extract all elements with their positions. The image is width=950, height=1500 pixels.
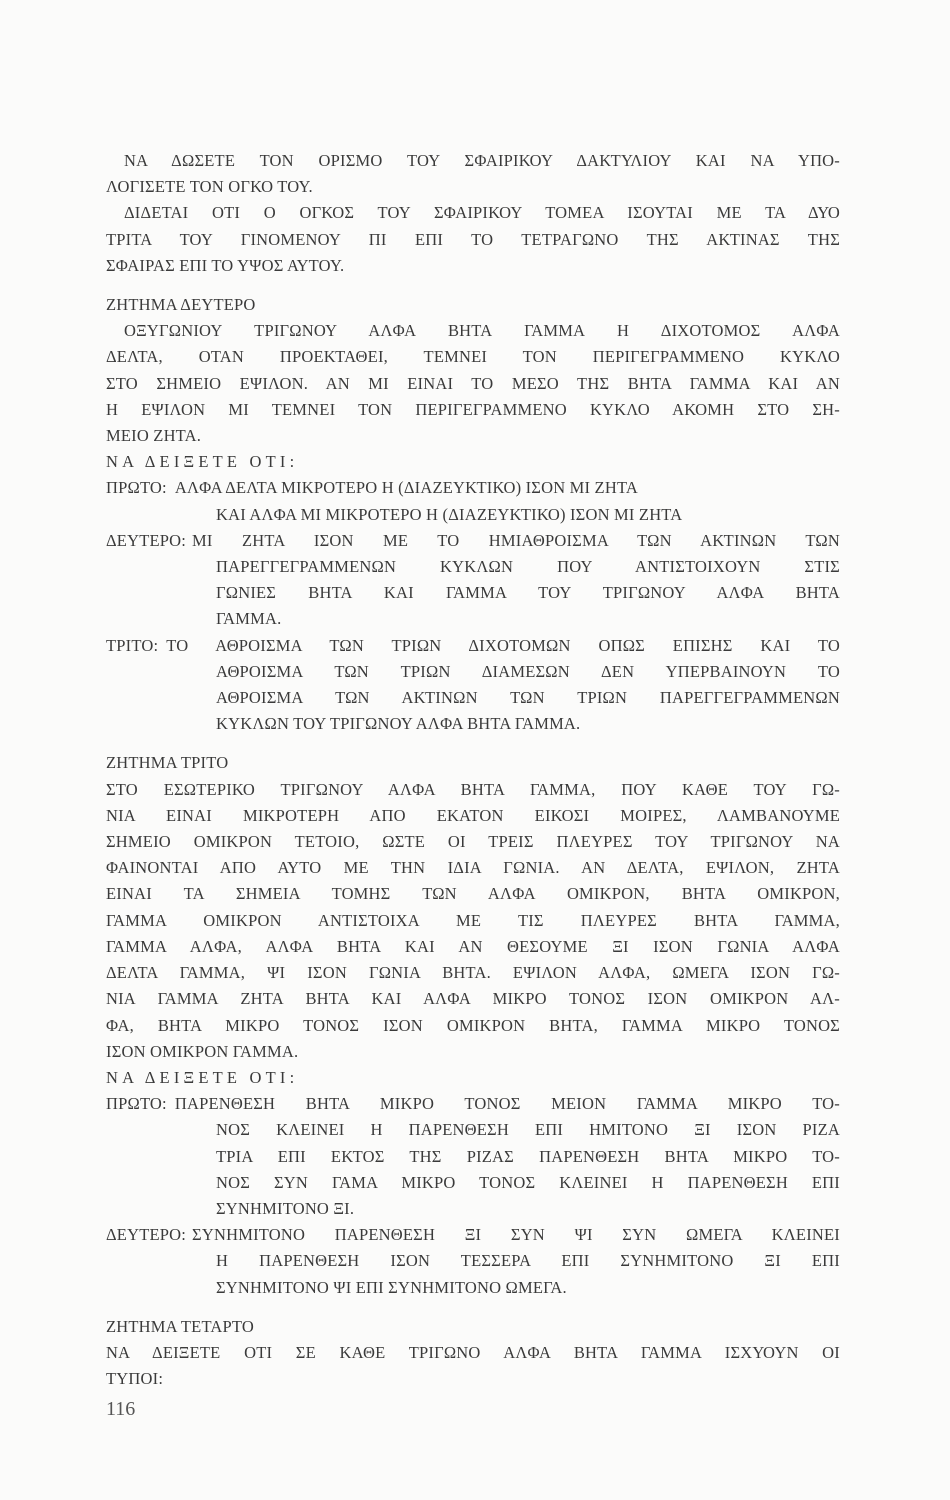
section-heading: ΖΗΤΗΜΑ ΤΕΤΑΡΤΟ (106, 1316, 254, 1336)
text-line: ΚΑΙ ΑΛΦΑ ΜΙ ΜΙΚΡΟΤΕΡΟ Η (ΔΙΑΖΕΥΚΤΙΚΟ) ΙΣΟΝ ΜΙ ΖΗΤΑ (216, 504, 683, 524)
text-line: Η ΕΨΙΛΟΝ ΜΙ ΤΕΜΝΕΙ ΤΟΝ ΠΕΡΙΓΕΓΡΑΜΜΕΝΟ ΚΥΚΛΟ ΑΚΟΜΗ ΣΤΟ ΣΗ- (106, 399, 840, 419)
item-label: ΠΡΩΤΟ: (106, 1094, 167, 1114)
section-heading: ΖΗΤΗΜΑ ΤΡΙΤΟ (106, 753, 229, 773)
text-line: ΔΙΔΕΤΑΙ ΟΤΙ Ο ΟΓΚΟΣ ΤΟΥ ΣΦΑΙΡΙΚΟΥ ΤΟΜΕΑ ΙΣΟΥΤΑΙ ΜΕ ΤΑ ΔΥΟ (124, 203, 840, 223)
text-line: ΤΡΙΤΑ ΤΟΥ ΓΙΝΟΜΕΝΟΥ ΠΙ ΕΠΙ ΤΟ ΤΕΤΡΑΓΩΝΟ ΤΗΣ ΑΚΤΙΝΑΣ ΤΗΣ (106, 229, 840, 249)
text-line: ΣΥΝΗΜΙΤΟΝΟ ΠΑΡΕΝΘΕΣΗ ΞΙ ΣΥΝ ΨΙ ΣΥΝ ΩΜΕΓΑ ΚΛΕΙΝΕΙ (192, 1225, 840, 1245)
text-line: ΜΙ ΖΗΤΑ ΙΣΟΝ ΜΕ ΤΟ ΗΜΙΑΘΡΟΙΣΜΑ ΤΩΝ ΑΚΤΙΝΩΝ ΤΩΝ (192, 530, 840, 550)
text-line: ΦΑ, ΒΗΤΑ ΜΙΚΡΟ ΤΟΝΟΣ ΙΣΟΝ ΟΜΙΚΡΟΝ ΒΗΤΑ, ΓΑΜΜΑ ΜΙΚΡΟ ΤΟΝΟΣ (106, 1015, 840, 1035)
text-line: ΕΙΝΑΙ ΤΑ ΣΗΜΕΙΑ ΤΟΜΗΣ ΤΩΝ ΑΛΦΑ ΟΜΙΚΡΟΝ, ΒΗΤΑ ΟΜΙΚΡΟΝ, (106, 884, 840, 904)
text-line: ΓΩΝΙΕΣ ΒΗΤΑ ΚΑΙ ΓΑΜΜΑ ΤΟΥ ΤΡΙΓΩΝΟΥ ΑΛΦΑ ΒΗΤΑ (216, 583, 840, 603)
page-number: 116 (106, 1398, 136, 1420)
text-line: ΔΕΛΤΑ ΓΑΜΜΑ, ΨΙ ΙΣΟΝ ΓΩΝΙΑ ΒΗΤΑ. ΕΨΙΛΟΝ ΑΛΦΑ, ΩΜΕΓΑ ΙΣΟΝ ΓΩ- (106, 963, 840, 983)
text-line: ΝΑ ΔΩΣΕΤΕ ΤΟΝ ΟΡΙΣΜΟ ΤΟΥ ΣΦΑΙΡΙΚΟΥ ΔΑΚΤΥΛΙΟΥ ΚΑΙ ΝΑ ΥΠΟ- (124, 151, 840, 170)
text-line: ΦΑΙΝΟΝΤΑΙ ΑΠΟ ΑΥΤΟ ΜΕ ΤΗΝ ΙΔΙΑ ΓΩΝΙΑ. ΑΝ ΔΕΛΤΑ, ΕΨΙΛΟΝ, ΖΗΤΑ (106, 858, 840, 878)
text-line: ΟΞΥΓΩΝΙΟΥ ΤΡΙΓΩΝΟΥ ΑΛΦΑ ΒΗΤΑ ΓΑΜΜΑ Η ΔΙΧΟΤΟΜΟΣ ΑΛΦΑ (124, 321, 840, 341)
text-line: ΓΑΜΜΑ. (216, 609, 282, 629)
text-line: Η ΠΑΡΕΝΘΕΣΗ ΙΣΟΝ ΤΕΣΣΕΡΑ ΕΠΙ ΣΥΝΗΜΙΤΟΝΟ ΞΙ ΕΠΙ (216, 1251, 840, 1271)
list-item (106, 633, 840, 659)
text-line: ΝΟΣ ΚΛΕΙΝΕΙ Η ΠΑΡΕΝΘΕΣΗ ΕΠΙ ΗΜΙΤΟΝΟ ΞΙ ΙΣΟΝ ΡΙΖΑ (216, 1120, 840, 1140)
text-line: ΤΟ ΑΘΡΟΙΣΜΑ ΤΩΝ ΤΡΙΩΝ ΔΙΧΟΤΟΜΩΝ ΟΠΩΣ ΕΠΙΣΗΣ ΚΑΙ ΤΟ (166, 635, 840, 655)
text-line: ΝΑ ΔΕΙΞΕΤΕ ΟΤΙ ΣΕ ΚΑΘΕ ΤΡΙΓΩΝΟ ΑΛΦΑ ΒΗΤΑ ΓΑΜΜΑ ΙΣΧΥΟΥΝ ΟΙ (106, 1342, 840, 1362)
text-line: ΙΣΟΝ ΟΜΙΚΡΟΝ ΓΑΜΜΑ. (106, 1041, 299, 1061)
text-line: ΝΟΣ ΣΥΝ ΓΑΜΑ ΜΙΚΡΟ ΤΟΝΟΣ ΚΛΕΙΝΕΙ Η ΠΑΡΕΝΘΕΣΗ ΕΠΙ (216, 1172, 840, 1192)
text-line: ΣΗΜΕΙΟ ΟΜΙΚΡΟΝ ΤΕΤΟΙΟ, ΩΣΤΕ ΟΙ ΤΡΕΙΣ ΠΛΕΥΡΕΣ ΤΟΥ ΤΡΙΓΩΝΟΥ ΝΑ (106, 832, 840, 852)
text-line: ΑΘΡΟΙΣΜΑ ΤΩΝ ΑΚΤΙΝΩΝ ΤΩΝ ΤΡΙΩΝ ΠΑΡΕΓΓΕΓΡΑΜΜΕΝΩΝ (216, 688, 840, 708)
list-item (106, 1091, 840, 1117)
text-line: ΚΥΚΛΩΝ ΤΟΥ ΤΡΙΓΩΝΟΥ ΑΛΦΑ ΒΗΤΑ ΓΑΜΜΑ. (216, 714, 581, 734)
text-line: ΑΛΦΑ ΔΕΛΤΑ ΜΙΚΡΟΤΕΡΟ Η (ΔΙΑΖΕΥΚΤΙΚΟ) ΙΣΟΝ ΜΙ ΖΗΤΑ (174, 478, 639, 498)
text-line: ΑΘΡΟΙΣΜΑ ΤΩΝ ΤΡΙΩΝ ΔΙΑΜΕΣΩΝ ΔΕΝ ΥΠΕΡΒΑΙΝΟΥΝ ΤΟ (216, 661, 840, 681)
item-label: ΤΡΙΤΟ: (106, 635, 159, 655)
instruction-heading: ΝΑ ΔΕΙΞΕΤΕ ΟΤΙ: (106, 452, 299, 472)
text-line: ΣΥΝΗΜΙΤΟΝΟ ΞΙ. (216, 1198, 355, 1218)
item-label: ΔΕΥΤΕΡΟ: (106, 530, 187, 550)
document-body (106, 148, 840, 1392)
text-line: ΣΦΑΙΡΑΣ ΕΠΙ ΤΟ ΥΨΟΣ ΑΥΤΟΥ. (106, 255, 345, 275)
text-line: ΣΤΟ ΣΗΜΕΙΟ ΕΨΙΛΟΝ. ΑΝ ΜΙ ΕΙΝΑΙ ΤΟ ΜΕΣΟ ΤΗΣ ΒΗΤΑ ΓΑΜΜΑ ΚΑΙ ΑΝ (106, 373, 840, 393)
text-line: ΤΡΙΑ ΕΠΙ ΕΚΤΟΣ ΤΗΣ ΡΙΖΑΣ ΠΑΡΕΝΘΕΣΗ ΒΗΤΑ ΜΙΚΡΟ ΤΟ- (216, 1146, 840, 1166)
text-line: ΔΕΛΤΑ, ΟΤΑΝ ΠΡΟΕΚΤΑΘΕΙ, ΤΕΜΝΕΙ ΤΟΝ ΠΕΡΙΓΕΓΡΑΜΜΕΝΟ ΚΥΚΛΟ (106, 347, 840, 367)
text-line: ΓΑΜΜΑ ΑΛΦΑ, ΑΛΦΑ ΒΗΤΑ ΚΑΙ ΑΝ ΘΕΣΟΥΜΕ ΞΙ ΙΣΟΝ ΓΩΝΙΑ ΑΛΦΑ (106, 936, 840, 956)
list-item (106, 1222, 840, 1248)
text-line: ΓΑΜΜΑ ΟΜΙΚΡΟΝ ΑΝΤΙΣΤΟΙΧΑ ΜΕ ΤΙΣ ΠΛΕΥΡΕΣ ΒΗΤΑ ΓΑΜΜΑ, (106, 910, 840, 930)
item-label: ΔΕΥΤΕΡΟ: (106, 1225, 187, 1245)
text-line: ΛΟΓΙΣΕΤΕ ΤΟΝ ΟΓΚΟ ΤΟΥ. (106, 177, 313, 197)
text-line: ΜΕΙΟ ΖΗΤΑ. (106, 426, 202, 446)
text-line: ΣΥΝΗΜΙΤΟΝΟ ΨΙ ΕΠΙ ΣΥΝΗΜΙΤΟΝΟ ΩΜΕΓΑ. (216, 1277, 567, 1297)
text-line: ΤΥΠΟΙ: (106, 1369, 164, 1389)
section-heading: ΖΗΤΗΜΑ ΔΕΥΤΕΡΟ (106, 295, 256, 315)
list-item (106, 528, 840, 554)
instruction-heading: ΝΑ ΔΕΙΞΕΤΕ ΟΤΙ: (106, 1067, 299, 1087)
text-line: ΠΑΡΕΝΘΕΣΗ ΒΗΤΑ ΜΙΚΡΟ ΤΟΝΟΣ ΜΕΙΟΝ ΓΑΜΜΑ ΜΙΚΡΟ ΤΟ- (174, 1094, 840, 1114)
item-label: ΠΡΩΤΟ: (106, 478, 167, 498)
text-line: ΝΙΑ ΕΙΝΑΙ ΜΙΚΡΟΤΕΡΗ ΑΠΟ ΕΚΑΤΟΝ ΕΙΚΟΣΙ ΜΟΙΡΕΣ, ΛΑΜΒΑΝΟΥΜΕ (106, 805, 840, 825)
text-line: ΝΙΑ ΓΑΜΜΑ ΖΗΤΑ ΒΗΤΑ ΚΑΙ ΑΛΦΑ ΜΙΚΡΟ ΤΟΝΟΣ ΙΣΟΝ ΟΜΙΚΡΟΝ ΑΛ- (106, 989, 840, 1009)
text-line: ΣΤΟ ΕΣΩΤΕΡΙΚΟ ΤΡΙΓΩΝΟΥ ΑΛΦΑ ΒΗΤΑ ΓΑΜΜΑ, ΠΟΥ ΚΑΘΕ ΤΟΥ ΓΩ- (106, 779, 840, 799)
text-line: ΠΑΡΕΓΓΕΓΡΑΜΜΕΝΩΝ ΚΥΚΛΩΝ ΠΟΥ ΑΝΤΙΣΤΟΙΧΟΥΝ ΣΤΙΣ (216, 557, 840, 577)
list-item (106, 475, 840, 501)
